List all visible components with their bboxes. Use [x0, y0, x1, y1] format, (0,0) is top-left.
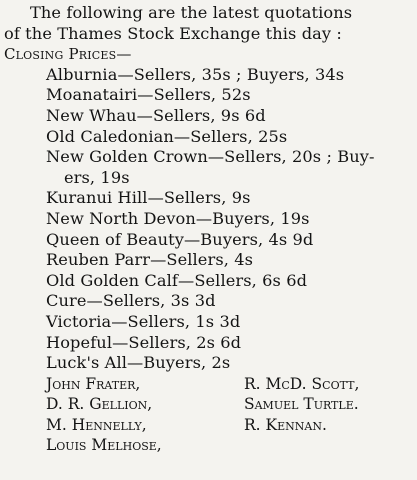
- quote-line: Hopeful—Sellers, 2s 6d: [46, 332, 242, 352]
- signatory-name: John Frater,: [46, 374, 141, 393]
- quote-line: Cure—Sellers, 3s 3d: [46, 291, 216, 311]
- quote-line-continued: ers, 19s: [64, 167, 130, 187]
- signatory-name: Louis Melhose,: [46, 436, 162, 455]
- signatory-name: R. McD. Scott,: [244, 374, 360, 393]
- quote-line: Luck's All—Buyers, 2s: [46, 353, 231, 373]
- signatory-name: M. Hennelly,: [46, 415, 147, 434]
- intro-line-2: of the Thames Stock Exchange this day :: [4, 23, 342, 43]
- signatory-row: [4, 435, 413, 456]
- signatory-row: [4, 374, 413, 395]
- signatory-name: Samuel Turtle.: [244, 395, 359, 414]
- quote-line: Queen of Beauty—Buyers, 4s 9d: [46, 229, 314, 249]
- quote-line: New Golden Crown—Sellers, 20s ; Buy-: [46, 147, 375, 167]
- quote-line: Old Caledonian—Sellers, 25s: [46, 126, 288, 146]
- signatory-row: [4, 415, 413, 436]
- quote-line: Alburnia—Sellers, 35s ; Buyers, 34s: [46, 64, 345, 84]
- signatory-name: R. Kennan.: [244, 415, 327, 434]
- quote-line: Moanatairi—Sellers, 52s: [46, 85, 251, 105]
- quote-line: Victoria—Sellers, 1s 3d: [46, 311, 241, 331]
- signatory-row: [4, 394, 413, 415]
- quote-line: Old Golden Calf—Sellers, 6s 6d: [46, 270, 308, 290]
- quote-line: Reuben Parr—Sellers, 4s: [46, 250, 254, 270]
- quote-line: Kuranui Hill—Sellers, 9s: [46, 188, 251, 208]
- signatory-name: D. R. Gellion,: [46, 395, 153, 414]
- quote-line: New Whau—Sellers, 9s 6d: [46, 105, 266, 125]
- section-heading: Closing Prices—: [4, 45, 132, 64]
- intro-line-1: The following are the latest quotations: [30, 3, 353, 22]
- quote-line: New North Devon—Buyers, 19s: [46, 208, 310, 228]
